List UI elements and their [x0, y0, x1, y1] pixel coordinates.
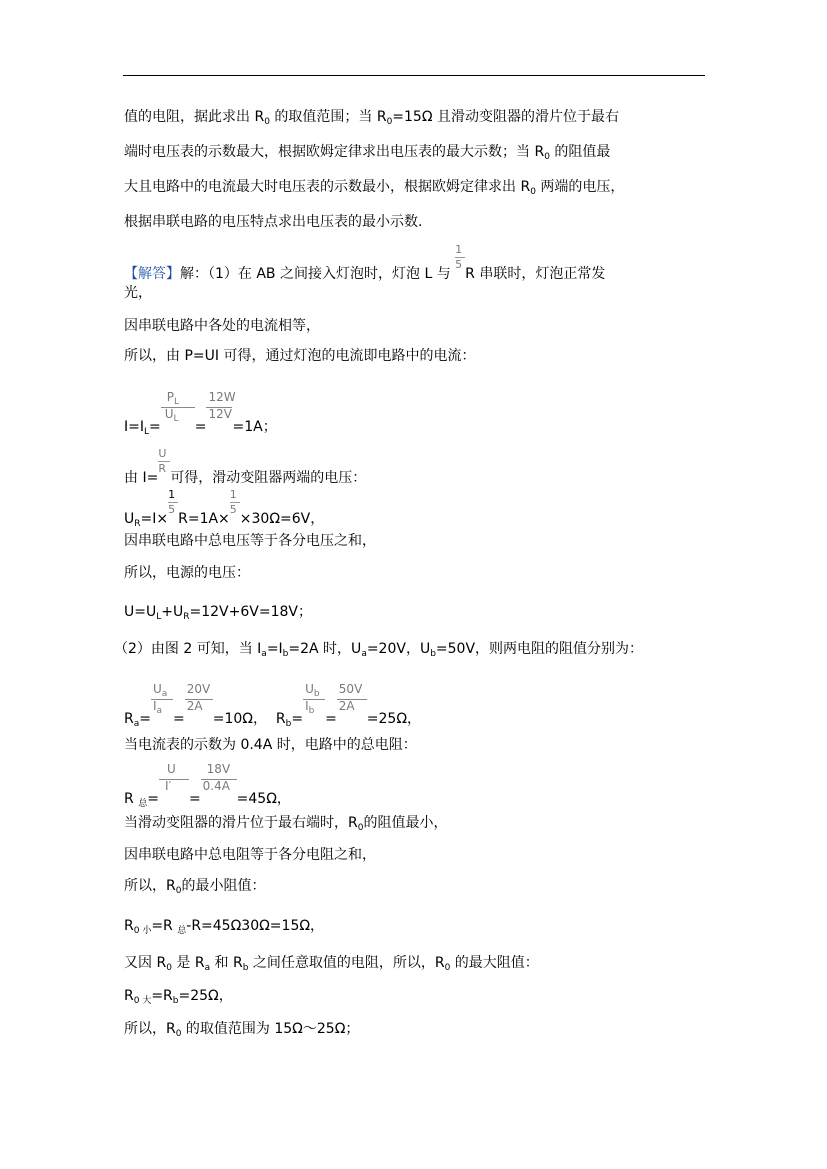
- fraction-one-fifth: $\frac{1}{5}$: [455, 260, 465, 278]
- solution-line-2: 所以，由 P=UI 可得，通过灯泡的电流即电路中的电流：: [124, 348, 476, 364]
- header-rule: [123, 75, 705, 76]
- solution-line-9: 所以，$R_0$的最小阻值：: [124, 878, 266, 896]
- solution-line-5: 所以，电源的电压：: [124, 565, 250, 581]
- solution-line-11: 所以，$R_0$ 的取值范围为 15Ω～25Ω；: [124, 1021, 360, 1039]
- fraction-Ub-Ib: $\frac{U_b}{I_b}$: [303, 705, 325, 723]
- intro-line-2: 光，: [124, 285, 152, 301]
- fraction-one-fifth-b: $\frac{1}{5}$: [230, 505, 240, 523]
- solution-intro: [124, 243, 606, 283]
- solution-line-6: 当电流表的示数为 0.4A 时，电路中的总电阻：: [124, 737, 417, 753]
- solution-line-10: 又因 $R_0$ 是 $R_a$ 和 $R_b$ 之间任意取值的电阻，所以，$R_0$ 的最大阻值：: [124, 955, 539, 973]
- analysis-line-1: 值的电阻，据此求出 $R_0$ 的取值范围；当 $R_0=15\Omega$ 且滑动变阻器的滑片位于最右: [124, 109, 619, 127]
- fraction-Ua-Ia: $\frac{U_a}{I_a}$: [151, 705, 173, 723]
- analysis-line-2: 端时电压表的示数最大，根据欧姆定律求出电压表的最大示数；当 $R_0$ 的阻值最: [124, 144, 611, 162]
- equation-U-total: $U=U_L+U_R=12V+6V=18V$；: [124, 604, 312, 622]
- analysis-line-3: 大且电路中的电流最大时电压表的示数最小，根据欧姆定律求出 $R_0$ 两端的电压，: [124, 179, 625, 197]
- analysis-line-4: 根据串联电路的电压特点求出电压表的最小示数.: [124, 214, 423, 230]
- solution-tag: 【解答】: [124, 266, 180, 282]
- equation-R0-min: $R_{0 小}=R$ $_总$-R=45Ω30Ω=15Ω，: [124, 918, 325, 936]
- equation-R-total: R $_总$= $\frac{U}{I'}$ = $\frac{18V}{0.4A}$ =45Ω，: [124, 762, 291, 809]
- equation-UR: $U_R=I\times$ $\frac{1}{5}$ R=1A× $\frac{1}{5}$ ×30Ω=6V，: [124, 488, 325, 529]
- intro-tail: R 串联时，灯泡正常发: [465, 266, 606, 282]
- fraction-U-Iprime: $\frac{U}{I'}$: [159, 785, 189, 803]
- fraction-U-R: $\frac{U}{R}$: [158, 464, 170, 482]
- fraction-18V-04A: $\frac{18V}{0.4A}$: [201, 785, 237, 803]
- equation-R0-max: $R_{0 大}=R_b=25\Omega$，: [124, 988, 233, 1006]
- fraction-12W-12V: $\frac{12W}{12V}$: [208, 390, 236, 421]
- solution-line-7: 当滑动变阻器的滑片位于最右端时，$R_0$的阻值最小，: [124, 815, 448, 833]
- solution-line-4: 因串联电路中总电压等于各分电压之和，: [124, 533, 376, 549]
- intro-text: 解：（1）在 AB 之间接入灯泡时，灯泡 L 与: [180, 266, 451, 282]
- fraction-one-fifth-a: $\frac{1}{5}$: [168, 505, 178, 523]
- equation-current: $I=I_L=$ $\frac{P_L}{U_L}$ = $\frac{12W}{12V}$ =1A；: [124, 390, 277, 437]
- solution-line-3: 由 I= $\frac{U}{R}$ 可得，滑动变阻器两端的电压：: [124, 447, 367, 486]
- solution-line-1: 因串联电路中各处的电流相等，: [124, 318, 320, 334]
- fraction-PL-UL: $\frac{P_L}{U_L}$: [161, 413, 195, 431]
- solution-line-8: 因串联电路中总电阻等于各分电阻之和，: [124, 847, 376, 863]
- fraction-20V-2A: $\frac{20V}{2A}$: [185, 705, 213, 723]
- part2-line: （2）由图 2 可知，当 $I_a=I_b=2A$ 时，$U_a=20V$，$U_b=50V$，则两电阻的阻值分别为：: [114, 641, 644, 659]
- fraction-50V-2A: $\frac{50V}{2A}$: [337, 705, 367, 723]
- equation-Ra-Rb: $R_a=$ $\frac{U_a}{I_a}$ = $\frac{20V}{2A}$ =10Ω， $R_b=$ $\frac{U_b}{I_b}$ = $\frac{50V}{2A}$ =25Ω，: [124, 682, 422, 729]
